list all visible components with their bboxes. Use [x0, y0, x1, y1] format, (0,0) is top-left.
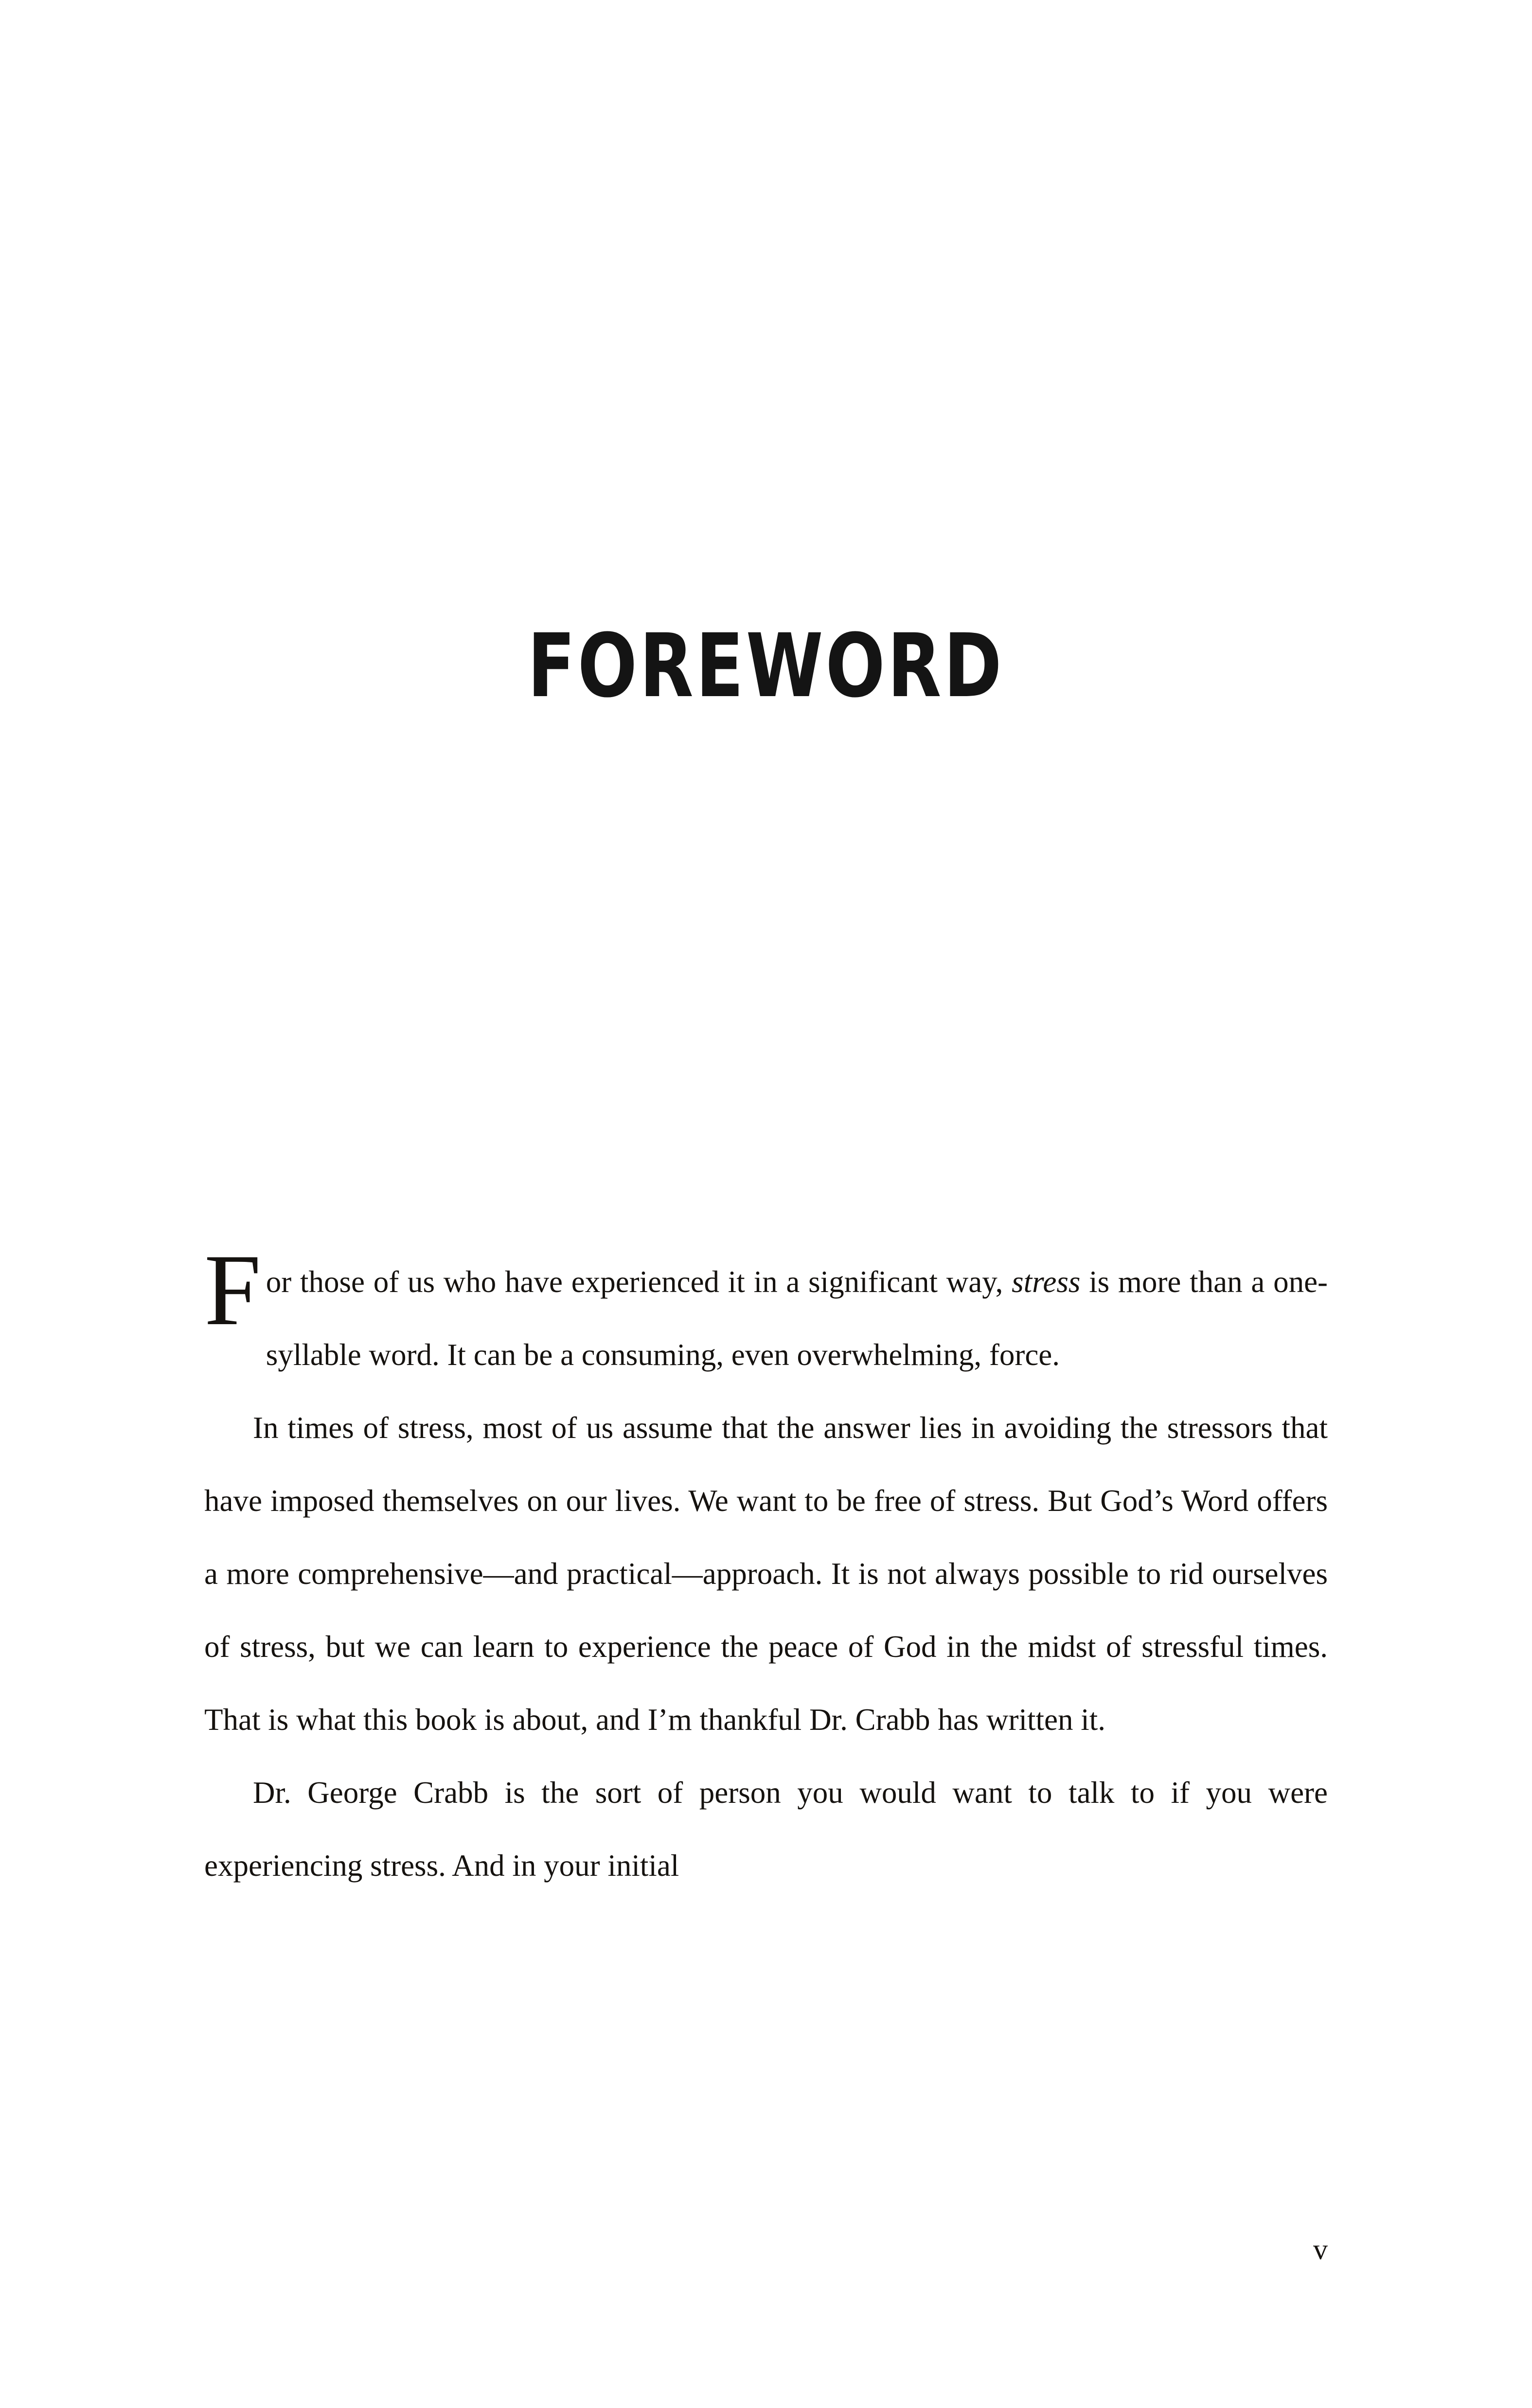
chapter-title-block [0, 615, 1532, 717]
drop-cap: F [204, 1234, 261, 1347]
page-title: FOREWORD [527, 615, 1005, 717]
page-number: v [1313, 2233, 1328, 2265]
paragraph-2: In times of stress, most of us assume that the answer lies in avoiding the stressors that have imposed themselves on our lives. We want to be free of stress. But God’s Word offers a more comprehensive—and practical—approach. It is not always possible to rid ourselves of stress, but we can learn to experience the peace of God in the midst of stressful times. That is what this book is about, and I’m thankful Dr. Crabb has written it. [204, 1411, 1328, 1737]
paragraph-1-text-part-2: is more than a one-syllable word. It can be a consuming, even overwhelming, force. [266, 1265, 1328, 1372]
paragraph-1-text-part-1: or those of us who have experienced it in a significant way, [266, 1265, 1012, 1299]
paragraph-3: Dr. George Crabb is the sort of person you would want to talk to if you were experiencing stress. And in your initial [204, 1776, 1328, 1883]
paragraph-1 [204, 1234, 1328, 1391]
body-text-column [204, 1234, 1328, 1902]
paragraph-1-emphasis: stress [1012, 1265, 1081, 1299]
